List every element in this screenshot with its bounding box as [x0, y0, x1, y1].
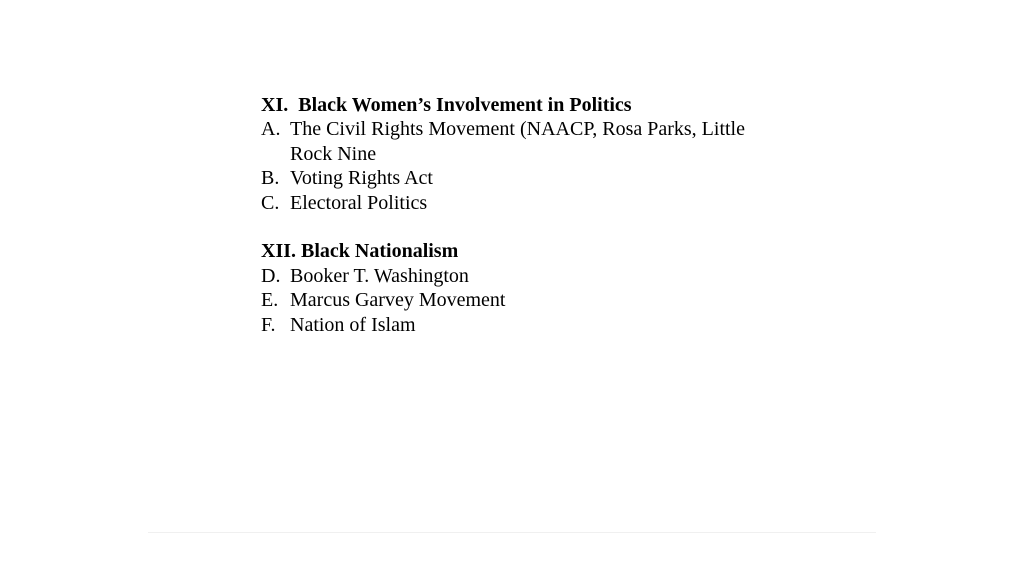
list-item [261, 166, 781, 190]
item-text: The Civil Rights Movement (NAACP, Rosa Parks, Little Rock Nine [290, 118, 745, 165]
item-marker: E. [261, 289, 279, 312]
item-text: Marcus Garvey Movement [290, 289, 506, 312]
item-text: Booker T. Washington [290, 264, 469, 287]
item-marker: B. [261, 167, 280, 190]
list-item [261, 313, 781, 337]
item-text: Nation of Islam [290, 313, 416, 336]
footer-divider [148, 532, 876, 533]
section-heading: XII. Black Nationalism [261, 240, 459, 263]
section-spacer [261, 215, 781, 239]
list-item [261, 288, 781, 312]
item-marker: F. [261, 313, 276, 336]
item-marker: A. [261, 118, 281, 141]
item-text: Electoral Politics [290, 191, 428, 214]
item-marker: D. [261, 264, 281, 287]
item-text: Voting Rights Act [290, 167, 433, 190]
section-heading: XI. Black Women’s Involvement in Politics [261, 94, 632, 116]
list-item [261, 191, 781, 215]
list-item [261, 264, 781, 288]
outline [261, 93, 781, 337]
list-item [261, 117, 781, 166]
item-marker: C. [261, 191, 280, 214]
